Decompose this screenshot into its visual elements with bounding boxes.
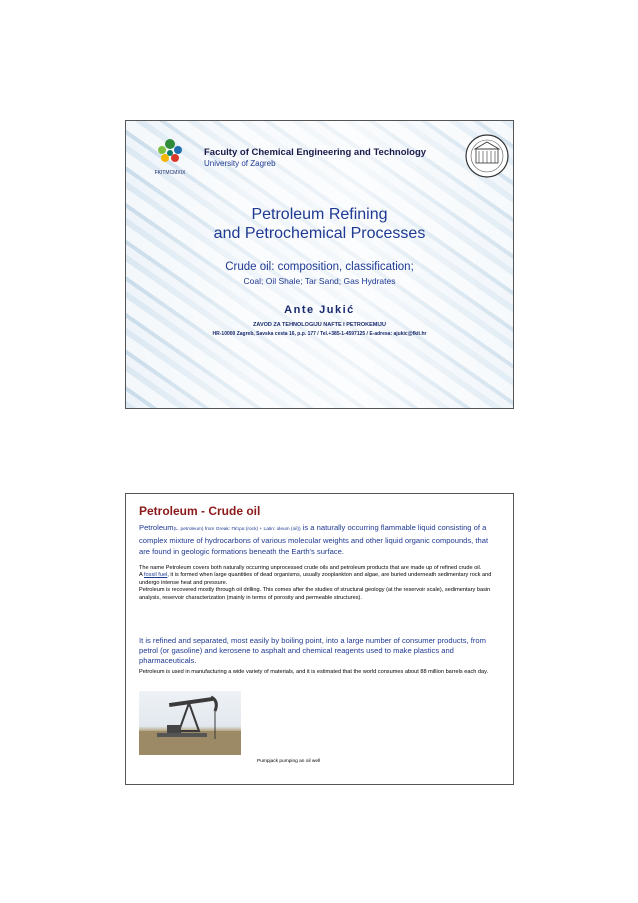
- etymology: (L. petroleum) from Greak: Πέτρα (rock) + Latin: oleum (oil)): [173, 527, 301, 532]
- slide-title: Petroleum - Crude oil: [139, 504, 261, 518]
- subtitle-secondary: Coal; Oil Shale; Tar Sand; Gas Hydrates: [243, 276, 396, 286]
- intro-text: is a naturally occurring flammable liquid consisting of a complex mixture of hydrocarbons of various molecular weights and other liquid organic compounds, that are found in geologic formations beneath the Earth's surface.: [139, 523, 489, 556]
- pumpjack-photo: [139, 691, 241, 755]
- fossil-fuel-link[interactable]: fossil fuel: [143, 572, 168, 579]
- detail-fossil-text: , it is formed when large quantities of dead organisms, usually zooplankton and algae, are buried underneath sedimentary rock and undergo intense heat and pressure.: [139, 572, 492, 586]
- refining-paragraph: It is refined and separated, most easily by boiling point, into a large number of consumer products, from petrol (or gasoline) and kerosene to asphalt and chemical reagents used to make plastics and pharmaceuticals.: [139, 636, 486, 665]
- detail-line-fossil: [139, 572, 501, 587]
- detail-prefix: A: [139, 572, 144, 579]
- slide-title-line1: Petroleum Refining: [251, 206, 388, 223]
- institute-name: ZAVOD ZA TEHNOLOGIJU NAFTE I PETROKEMIJU: [253, 322, 386, 328]
- title-slide: [125, 120, 514, 409]
- detail-line-name: The name Petroleum covers both naturally occurring unprocessed crude oils and petroleum products that are made up of refined crude oil.: [139, 565, 482, 571]
- photo-caption: Pumpjack pumping an oil well: [257, 759, 321, 764]
- detail-line-drilling: Petroleum is recovered mostly through oil drilling. This comes after the studies of structural geology (at the reservoir scale), sedimentary basin analysis, reservoir characterization (mainly in terms of porosity and permeable structures).: [139, 587, 491, 601]
- detail-paragraph: [139, 565, 501, 602]
- usage-paragraph: Petroleum is used in manufacturing a wide variety of materials, and it is estimated that the world consumes about 88 million barrels each day.: [139, 669, 489, 675]
- svg-text:FKITMCMXIX: FKITMCMXIX: [154, 170, 186, 176]
- slide-title-line2: and Petrochemical Processes: [213, 225, 426, 242]
- faculty-logo: [151, 134, 189, 178]
- author-name: Ante Jukić: [284, 304, 355, 316]
- faculty-name: Faculty of Chemical Engineering and Technology: [204, 147, 427, 158]
- university-seal: [464, 131, 510, 181]
- subtitle-main: Crude oil: composition, classification;: [225, 261, 414, 273]
- university-name: University of Zagreb: [204, 159, 276, 168]
- term-petroleum: Petroleum: [139, 523, 174, 532]
- content-slide: [125, 493, 514, 785]
- contact-address: HR-10000 Zagreb, Savska cesta 16, p.p. 177 / Tel.+385-1-4597125 / E-adresa: ajukic@fkit.hr: [212, 331, 427, 337]
- intro-paragraph: [139, 522, 501, 557]
